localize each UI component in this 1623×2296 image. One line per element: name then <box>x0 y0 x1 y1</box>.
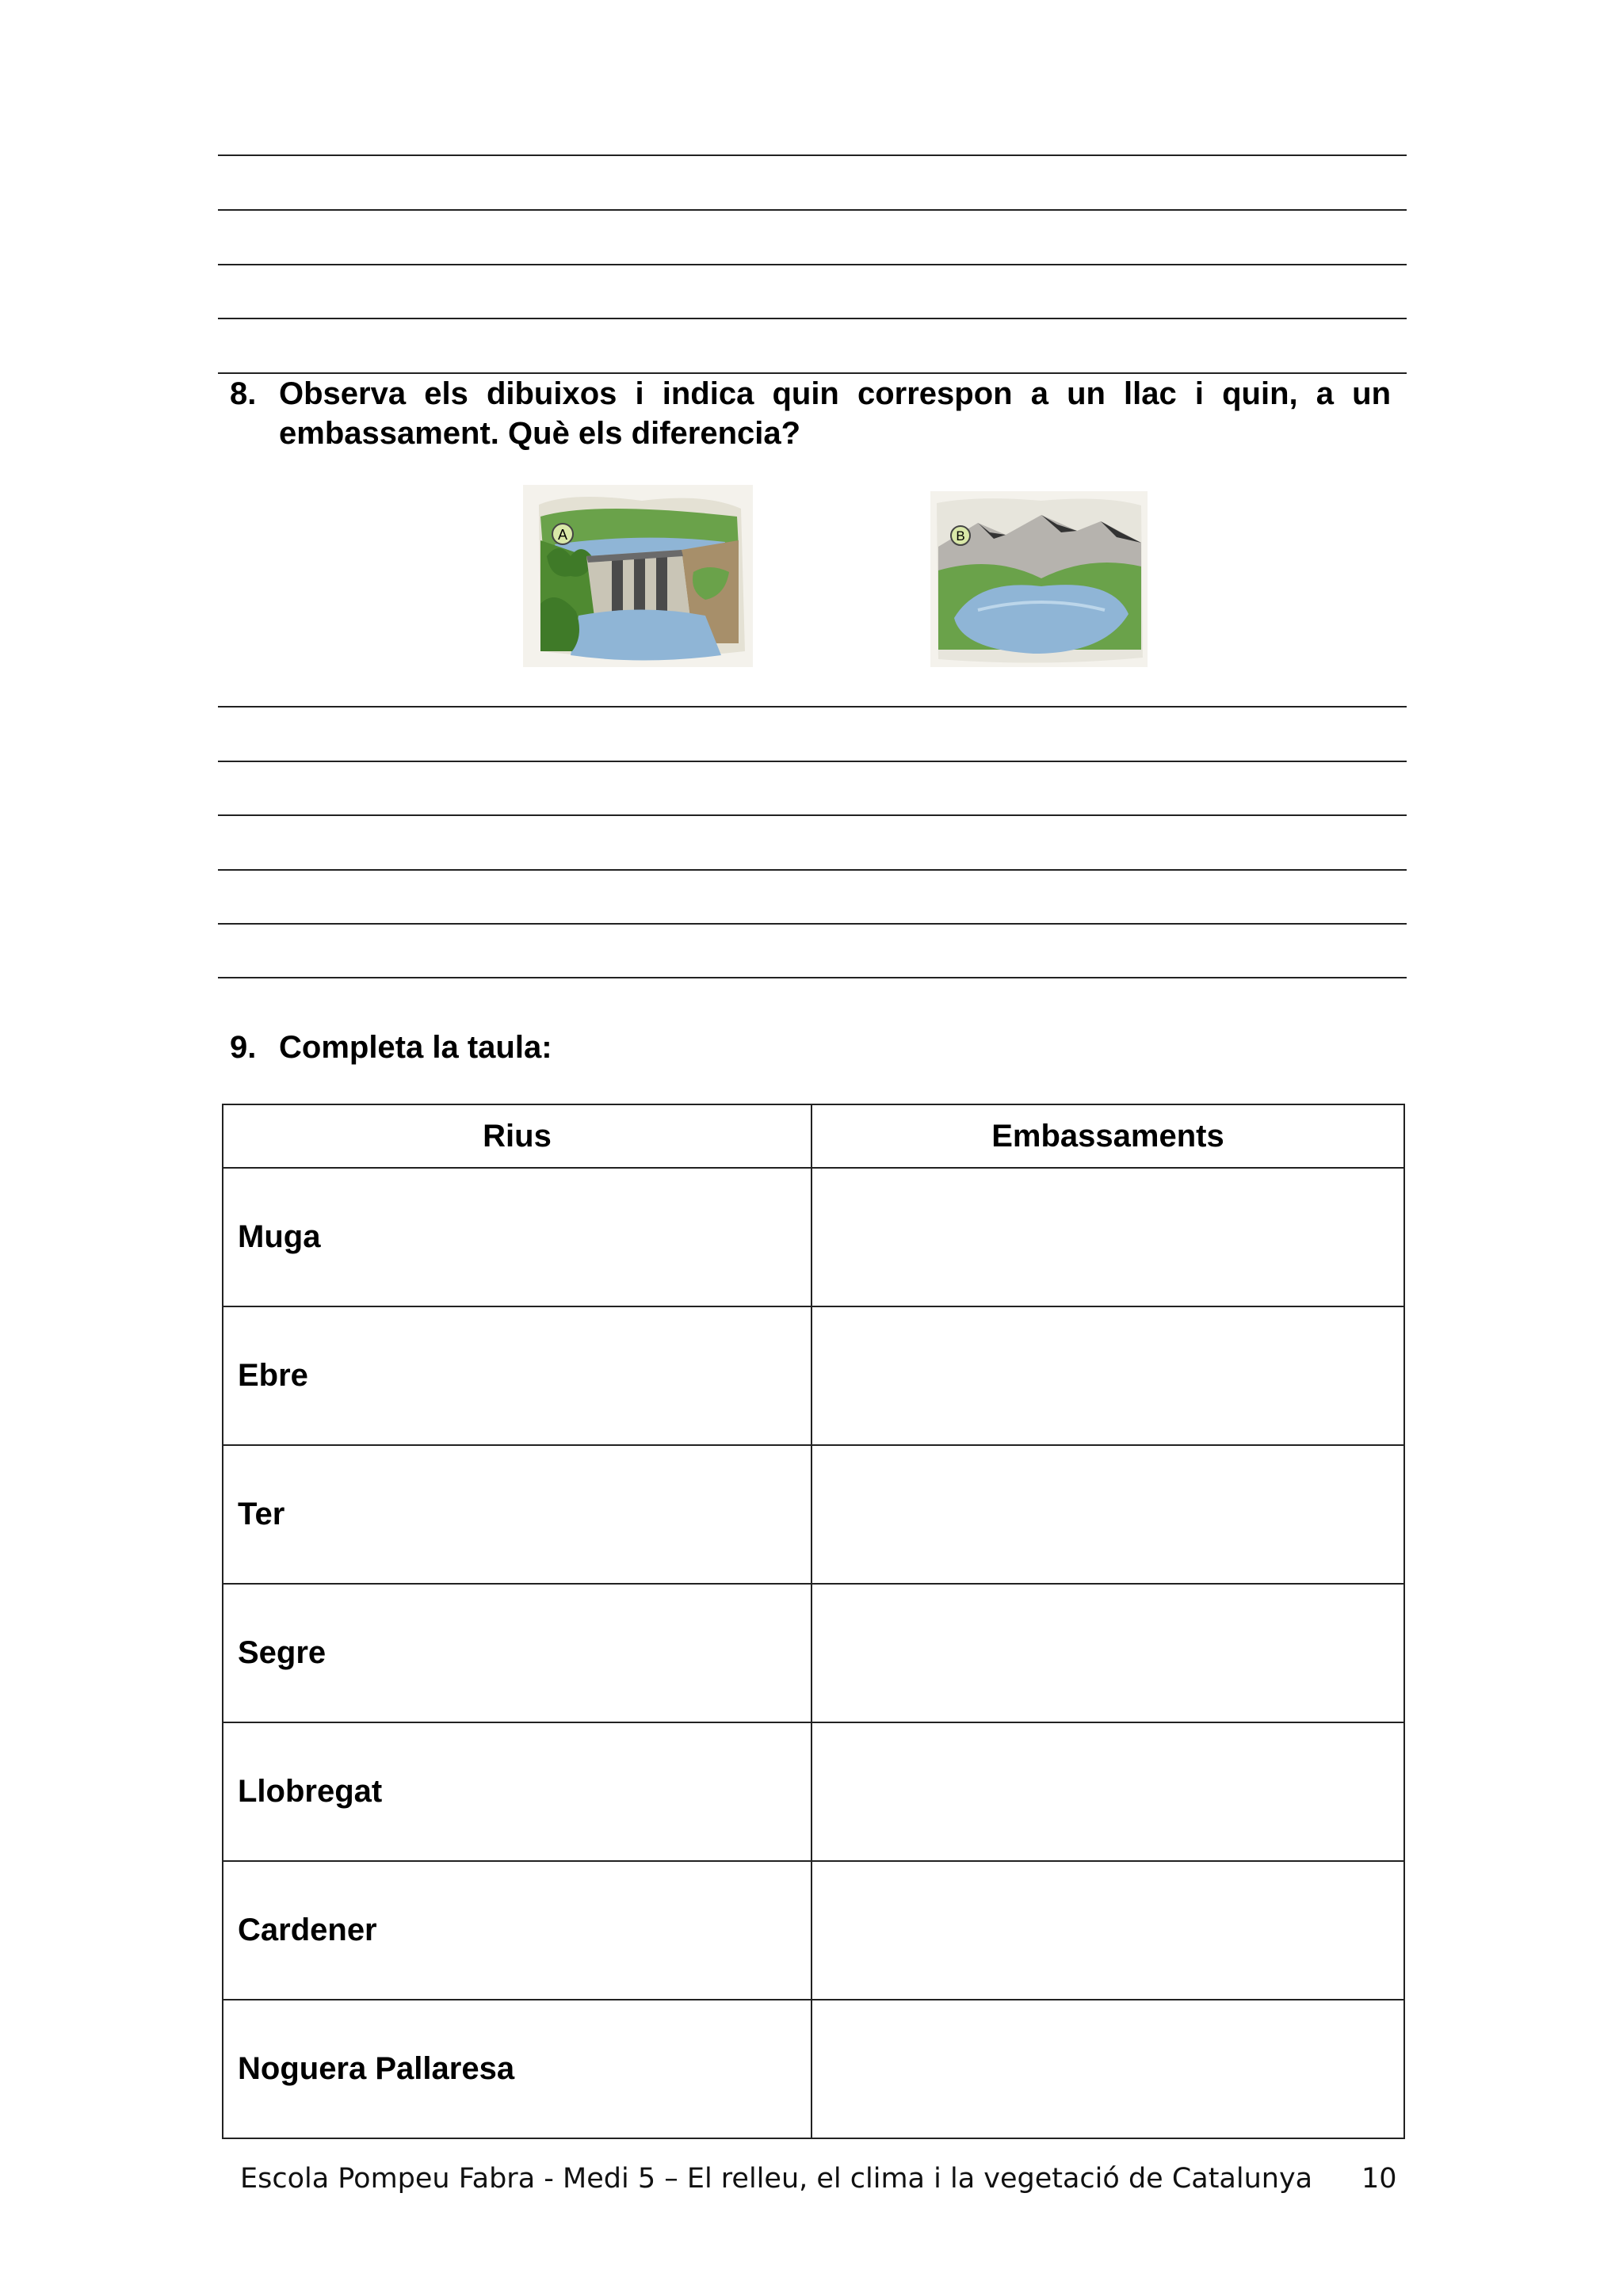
river-name: Cardener <box>223 1861 812 2000</box>
river-name: Noguera Pallaresa <box>223 2000 812 2138</box>
table-row <box>223 1584 1404 1722</box>
river-name: Llobregat <box>223 1722 812 1861</box>
reservoir-answer-cell[interactable] <box>812 1584 1404 1722</box>
answer-line <box>218 264 1407 265</box>
table-header-row <box>223 1104 1404 1168</box>
question-text: Completa la taula: <box>279 1030 552 1065</box>
reservoir-answer-cell[interactable] <box>812 1306 1404 1445</box>
table-row <box>223 1306 1404 1445</box>
page-number: 10 <box>1361 2163 1397 2195</box>
question-8 <box>230 374 1391 453</box>
header-embassaments: Embassaments <box>812 1104 1404 1168</box>
answer-line <box>218 869 1407 871</box>
reservoir-answer-cell[interactable] <box>812 1722 1404 1861</box>
table-row <box>223 1722 1404 1861</box>
answer-line <box>218 761 1407 762</box>
table-row <box>223 2000 1404 2138</box>
table-row <box>223 1861 1404 2000</box>
question-text: Observa els dibuixos i indica quin correspon a un llac i quin, a un embassament. Què els diferencia? <box>279 376 1391 451</box>
mountain-lake-illustration <box>930 491 1148 667</box>
header-rius: Rius <box>223 1104 812 1168</box>
rivers-table <box>222 1104 1405 2139</box>
question-number: 8. <box>230 376 257 411</box>
river-name: Segre <box>223 1584 812 1722</box>
table-row <box>223 1168 1404 1306</box>
reservoir-answer-cell[interactable] <box>812 2000 1404 2138</box>
answer-line <box>218 706 1407 707</box>
answer-line <box>218 923 1407 925</box>
answer-line <box>218 814 1407 816</box>
label-b: B <box>956 528 965 543</box>
answer-line <box>218 209 1407 211</box>
answer-line <box>218 154 1407 156</box>
answer-line <box>218 318 1407 319</box>
table-row <box>223 1445 1404 1584</box>
river-name: Muga <box>223 1168 812 1306</box>
dam-reservoir-illustration <box>523 485 753 667</box>
river-name: Ebre <box>223 1306 812 1445</box>
reservoir-answer-cell[interactable] <box>812 1445 1404 1584</box>
reservoir-answer-cell[interactable] <box>812 1861 1404 2000</box>
river-name: Ter <box>223 1445 812 1584</box>
question-number: 9. <box>230 1030 257 1065</box>
question-9 <box>230 1028 1391 1067</box>
label-a: A <box>557 527 568 543</box>
answer-line <box>218 977 1407 978</box>
footer-text: Escola Pompeu Fabra - Medi 5 – El relleu, el clima i la vegetació de Catalunya <box>240 2163 1313 2195</box>
reservoir-answer-cell[interactable] <box>812 1168 1404 1306</box>
